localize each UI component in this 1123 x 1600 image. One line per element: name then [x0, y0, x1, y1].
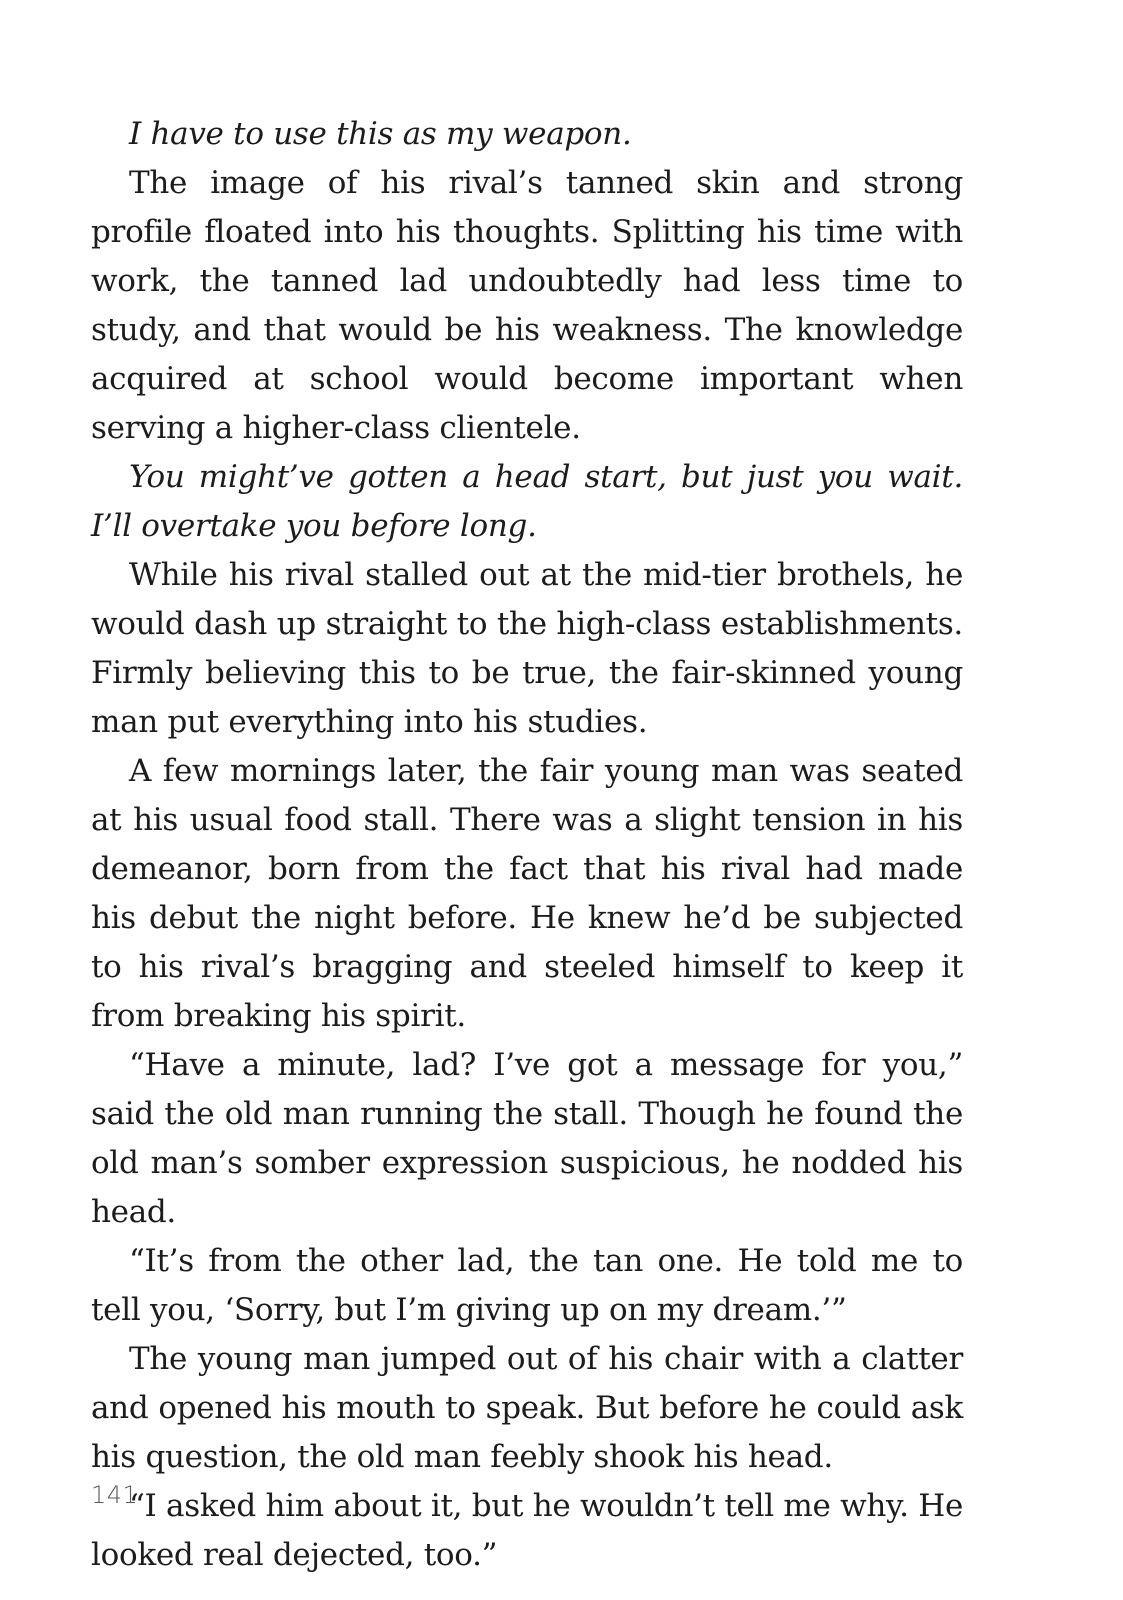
paragraph-inner-thought-1: I have to use this as my weapon.: [129, 116, 632, 152]
paragraph-inner-thought-2: You might’ve gotten a head start, but just you wait. I’ll overtake you before long.: [91, 459, 963, 544]
paragraph-food-stall: A few mornings later, the fair young man was seated at his usual food stall. There was a slight tension in his demeanor, born from the fact that his rival had made his debut the night before. He knew he’d be subjected to his rival’s bragging and steeled himself to keep it from breaking his spirit.: [91, 753, 963, 1034]
body-text: [91, 110, 963, 1580]
page-number: 141: [91, 1481, 139, 1509]
paragraph-giving-up: “It’s from the other lad, the tan one. He told me to tell you, ‘Sorry, but I’m giving up on my dream.’”: [91, 1243, 963, 1328]
paragraph-jumped-up: The young man jumped out of his chair with a clatter and opened his mouth to speak. But before he could ask his question, the old man feebly shook his head.: [91, 1341, 963, 1475]
paragraph-dejected: “I asked him about it, but he wouldn’t tell me why. He looked real dejected, too.”: [91, 1488, 963, 1573]
paragraph-rival-image: The image of his rival’s tanned skin and strong profile floated into his thoughts. Splitting his time with work, the tanned lad undoubtedly had less time to study, and that would be his weakness. The knowledge acquired at school would become important when serving a higher-class clientele.: [91, 165, 963, 446]
paragraph-studies: While his rival stalled out at the mid-tier brothels, he would dash up straight to the high-class establishments. Firmly believing this to be true, the fair-skinned young man put everything into his studies.: [91, 557, 963, 740]
paragraph-old-man-message: “Have a minute, lad? I’ve got a message for you,” said the old man running the stall. Though he found the old man’s somber expression suspicious, he nodded his head.: [91, 1047, 963, 1230]
